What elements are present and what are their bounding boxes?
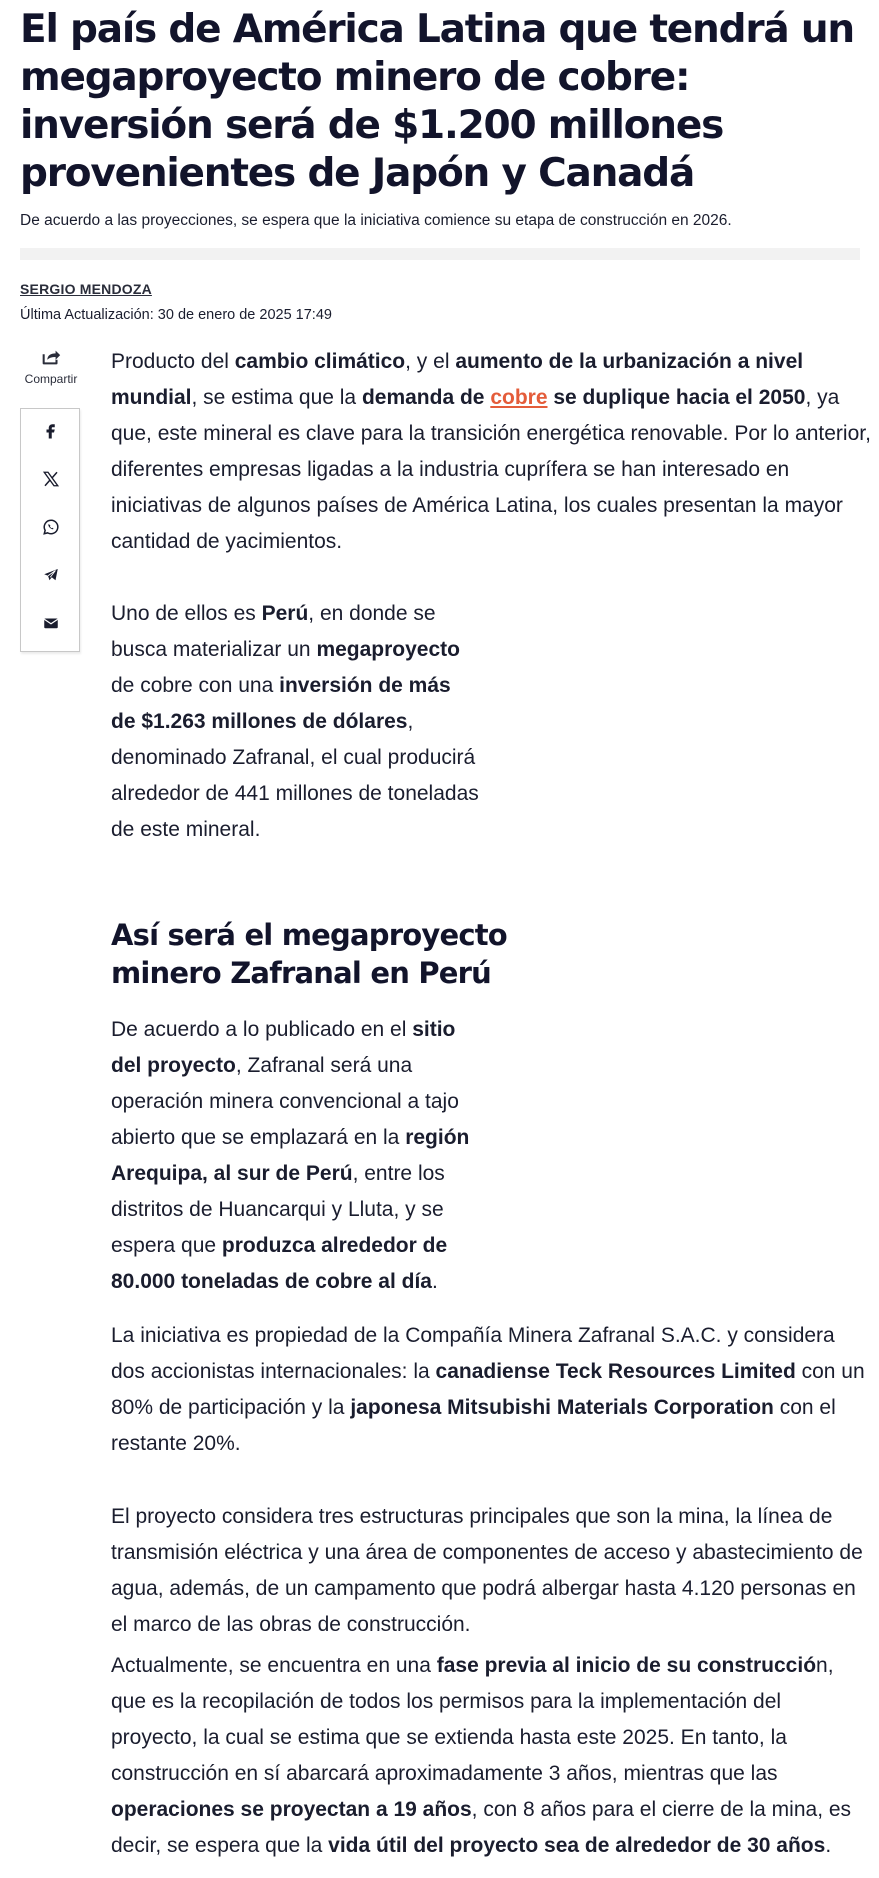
section-heading: Así será el megaproyecto minero Zafranal en Perú: [111, 918, 507, 990]
text-run: , con 8 años para el cierre de la mina, es decir, se espera que la: [111, 1798, 852, 1857]
bold-text: Perú: [261, 602, 309, 625]
share-x-button[interactable]: [21, 459, 81, 499]
bold-text: fase previa al inicio de su construcció: [436, 1654, 817, 1677]
text-run: Actualmente, se encuentra en una: [111, 1654, 437, 1677]
bold-text: vida útil del proyecto sea de alrededor de 30 años: [328, 1834, 826, 1857]
text-run: , en donde se busca materializar un: [111, 602, 436, 661]
bold-text: megaproyecto: [316, 638, 460, 661]
last-updated: Última Actualización: 30 de enero de 2025 17:49: [20, 307, 332, 323]
text-run: con un 80% de participación y la: [111, 1360, 865, 1419]
paragraph-5: [111, 1499, 866, 1643]
text-run: con el restante 20%.: [111, 1396, 836, 1455]
paragraph-2: [111, 596, 481, 848]
article-subtitle: De acuerdo a las proyecciones, se espera que la iniciativa comience su etapa de construcción en 2026.: [20, 212, 732, 229]
share-label: Compartir: [24, 372, 78, 386]
bold-text: japonesa Mitsubishi Materials Corporation: [350, 1396, 774, 1419]
cobre-link[interactable]: cobre: [490, 386, 548, 409]
share-button[interactable]: [18, 346, 84, 386]
paragraph-6: [111, 1648, 871, 1864]
text-run: , se estima que la: [191, 386, 362, 409]
bold-text: se duplique hacia el 2050: [547, 386, 806, 409]
divider-bar: [20, 248, 860, 260]
bold-text: cambio climático: [234, 350, 406, 373]
facebook-icon: [42, 422, 60, 440]
text-run: .: [431, 1270, 438, 1293]
text-run: , denominado Zafranal, el cual producirá alrededor de 441 millones de toneladas de este mineral.: [111, 710, 479, 841]
text-run: Producto del: [111, 350, 235, 373]
text-run: , Zafranal será una operación minera convencional a tajo abierto que se emplazará en la: [111, 1054, 459, 1149]
bold-text: región Arequipa, al sur de Perú: [111, 1126, 470, 1185]
paragraph-3: [111, 1012, 486, 1300]
text-run: Uno de ellos es: [111, 602, 262, 625]
share-icon: [40, 346, 62, 368]
text-run: .: [825, 1834, 832, 1857]
text-run: n, que es la recopilación de todos los permisos para la implementación del proyecto, la cual se estima que se extienda hasta este 2025. En tanto, la construcción en sí abarcará aproximadamente 3 años, mientras que las: [111, 1654, 834, 1785]
article-title: El país de América Latina que tendrá un megaproyecto minero de cobre: inversión será de $1.200 millones provenientes de Japón y Canadá: [20, 7, 854, 196]
bold-text: inversión de más de $1.263 millones de dólares: [111, 674, 451, 733]
bold-text: operaciones se proyectan a 19 años: [111, 1798, 472, 1821]
bold-text: canadiense Teck Resources Limited: [435, 1360, 796, 1383]
share-telegram-button[interactable]: [21, 555, 81, 595]
paragraph-1: [111, 344, 871, 560]
bold-text: produzca alrededor de 80.000 toneladas de cobre al día: [111, 1234, 448, 1293]
bold-text: aumento de la urbanización a nivel mundial: [111, 350, 804, 409]
paragraph-4: [111, 1318, 866, 1462]
author-link[interactable]: SERGIO MENDOZA: [20, 281, 152, 297]
text-run: De acuerdo a lo publicado en el: [111, 1018, 413, 1041]
text-run: El proyecto considera tres estructuras principales que son la mina, la línea de transmisión eléctrica y una área de componentes de acceso y abastecimiento de agua, además, de un campamento que podrá albergar hasta 4.120 personas en el marco de las obras de construcción.: [111, 1505, 863, 1636]
text-run: de cobre con una: [111, 674, 280, 697]
x-icon: [42, 470, 60, 488]
email-icon: [42, 614, 60, 632]
telegram-icon: [42, 566, 60, 584]
bold-text: sitio del proyecto: [111, 1018, 456, 1077]
share-whatsapp-button[interactable]: [21, 507, 81, 547]
whatsapp-icon: [42, 518, 60, 536]
text-run: La iniciativa es propiedad de la Compañía Minera Zafranal S.A.C. y considera dos accionistas internacionales: la: [111, 1324, 835, 1383]
share-email-button[interactable]: [21, 603, 81, 643]
bold-text: demanda de: [361, 386, 491, 409]
text-run: , ya que, este mineral es clave para la transición energética renovable. Por lo anterior, diferentes empresas ligadas a la industria cuprífera se han interesado en iniciativas de algunos países de América Latina, los cuales presentan la mayor cantidad de yacimientos.: [111, 386, 871, 553]
share-facebook-button[interactable]: [21, 411, 81, 451]
social-share-bar: [20, 408, 80, 652]
text-run: , entre los distritos de Huancarqui y Lluta, y se espera que: [111, 1162, 445, 1257]
text-run: , y el: [405, 350, 456, 373]
